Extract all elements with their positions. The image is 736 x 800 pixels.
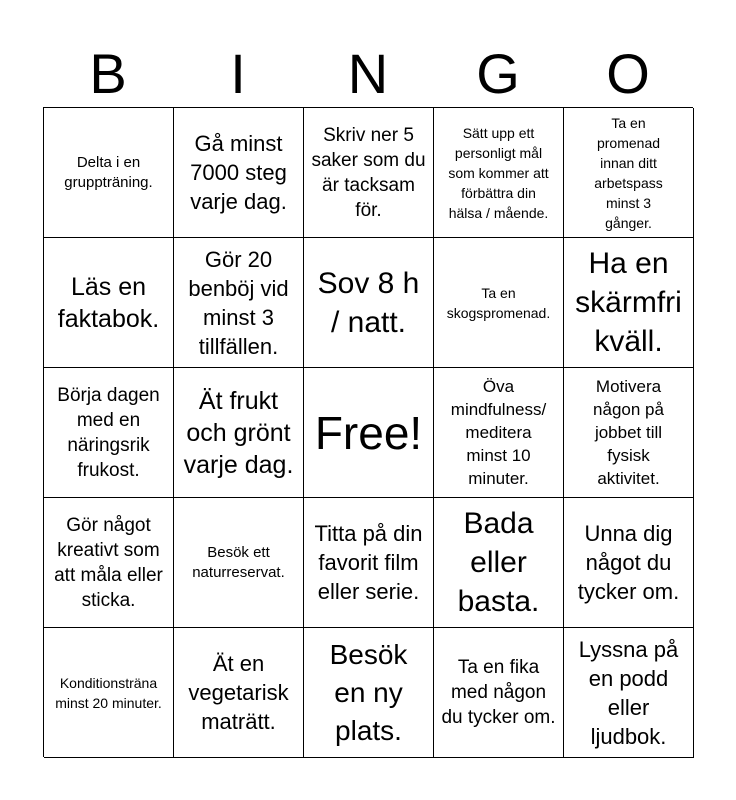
- bingo-cell[interactable]: [564, 368, 694, 498]
- cell-text: Ät frukt och grönt varje dag.: [183, 386, 294, 479]
- bingo-cell[interactable]: [174, 368, 304, 498]
- cell-text: Bada eller basta.: [457, 507, 540, 618]
- header-letter-g: G: [476, 42, 520, 105]
- bingo-cell[interactable]: [304, 108, 434, 238]
- bingo-cell[interactable]: [304, 238, 434, 368]
- bingo-cell[interactable]: [564, 238, 694, 368]
- cell-text: Titta på din favorit film eller serie.: [314, 521, 423, 604]
- bingo-cell[interactable]: [44, 628, 174, 758]
- cell-text: Besök ett naturreservat.: [192, 543, 285, 581]
- cell-text: Gå minst 7000 steg varje dag.: [190, 131, 287, 214]
- header-letter-o: O: [606, 42, 650, 105]
- cell-text: Sov 8 h / natt.: [317, 266, 420, 339]
- cell-text: Ha en skärmfri kväll.: [575, 247, 682, 358]
- bingo-free-cell[interactable]: [304, 368, 434, 498]
- cell-text: Läs en faktabok.: [57, 272, 160, 333]
- cell-text: Ta en fika med någon du tycker om.: [441, 657, 556, 728]
- cell-text: Konditionsträna minst 20 minuter.: [55, 674, 162, 711]
- bingo-cell[interactable]: [304, 498, 434, 628]
- bingo-cell[interactable]: [564, 108, 694, 238]
- bingo-cell[interactable]: [564, 498, 694, 628]
- bingo-grid: [43, 107, 693, 757]
- cell-text: Besök en ny plats.: [329, 638, 408, 746]
- bingo-cell[interactable]: [174, 108, 304, 238]
- bingo-cell[interactable]: [174, 238, 304, 368]
- bingo-cell[interactable]: [304, 628, 434, 758]
- bingo-cell[interactable]: [174, 628, 304, 758]
- bingo-header: [43, 40, 693, 108]
- cell-text: Börja dagen med en näringsrik frukost.: [57, 384, 160, 481]
- bingo-cell[interactable]: [44, 498, 174, 628]
- cell-text: Gör 20 benböj vid minst 3 tillfällen.: [188, 246, 289, 359]
- bingo-cell[interactable]: [44, 238, 174, 368]
- bingo-cell[interactable]: [174, 498, 304, 628]
- bingo-cell[interactable]: [434, 238, 564, 368]
- free-label: Free!: [314, 406, 423, 459]
- cell-text: Skriv ner 5 saker som du är tacksam för.: [311, 124, 426, 221]
- cell-text: Sätt upp ett personligt mål som kommer att förbättra din hälsa / mående.: [448, 124, 549, 221]
- cell-text: Ta en promenad innan ditt arbetspass minst 3 gånger.: [594, 114, 663, 231]
- cell-text: Unna dig något du tycker om.: [577, 521, 680, 604]
- bingo-cell[interactable]: [564, 628, 694, 758]
- cell-text: Ät en vegetarisk maträtt.: [188, 651, 289, 734]
- cell-text: Ta en skogspromenad.: [446, 284, 551, 321]
- cell-text: Motivera någon på jobbet till fysisk aktivitet.: [593, 377, 664, 488]
- header-letter-b: B: [89, 42, 127, 105]
- cell-text: Lyssna på en podd eller ljudbok.: [578, 636, 679, 749]
- cell-text: Gör något kreativt som att måla eller sticka.: [54, 514, 163, 611]
- bingo-cell[interactable]: [44, 368, 174, 498]
- bingo-cell[interactable]: [44, 108, 174, 238]
- cell-text: Delta i en gruppträning.: [64, 153, 153, 191]
- header-letter-i: I: [230, 42, 246, 105]
- bingo-cell[interactable]: [434, 368, 564, 498]
- bingo-cell[interactable]: [434, 108, 564, 238]
- header-letter-n: N: [347, 42, 389, 105]
- bingo-cell[interactable]: [434, 498, 564, 628]
- cell-text: Öva mindfulness/ meditera minst 10 minuter.: [450, 377, 547, 488]
- bingo-cell[interactable]: [434, 628, 564, 758]
